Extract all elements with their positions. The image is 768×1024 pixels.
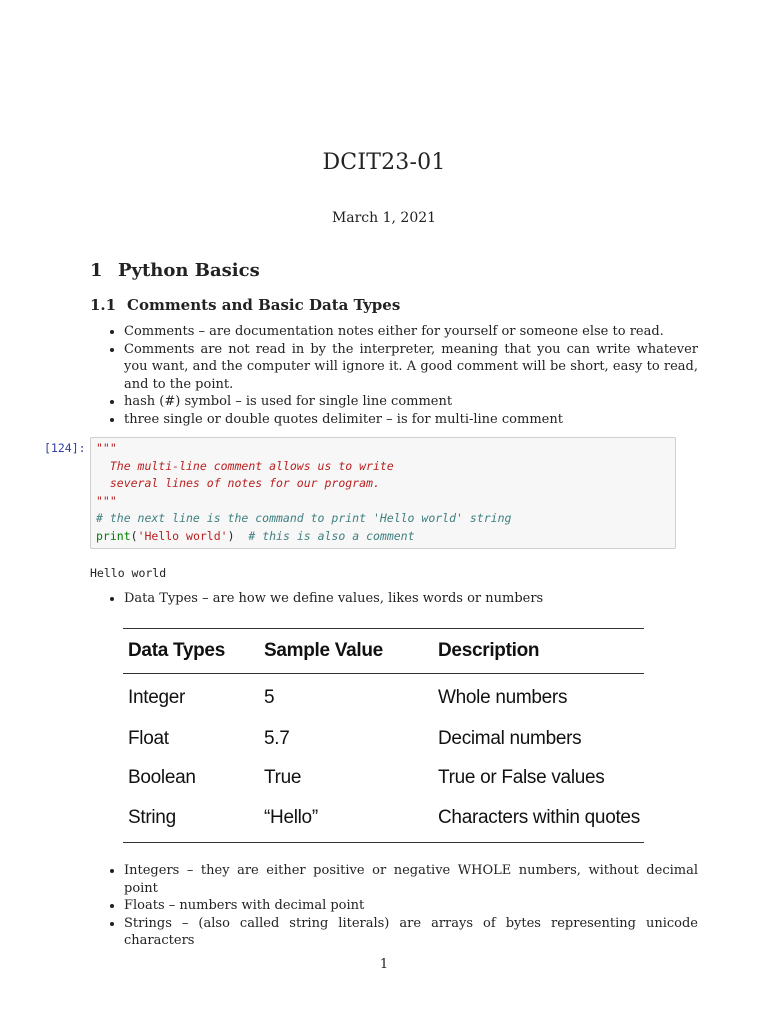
code-block: [96, 440, 670, 546]
code-string: 'Hello world': [137, 528, 228, 543]
list-item: • Comments – are documentation notes either for yourself or someone else to read.: [124, 323, 698, 341]
table-cell: Decimal numbers: [438, 727, 582, 749]
comments-bullet-list: [106, 323, 698, 428]
subsection-number: 1.1: [90, 296, 117, 314]
section-heading: [90, 260, 260, 281]
table-header: Description: [438, 640, 540, 661]
table-row: [123, 674, 644, 720]
code-cell[interactable]: [90, 437, 676, 549]
list-item: • three single or double quotes delimiter – is for multi-line comment: [124, 411, 698, 429]
table-header-row: [123, 629, 644, 674]
code-paren: (: [130, 528, 138, 543]
table-row: [123, 719, 644, 758]
data-types-table: [123, 628, 644, 843]
list-item: • hash (#) symbol – is used for single line comment: [124, 393, 698, 411]
list-item: • Data Types – are how we define values, likes words or numbers: [124, 590, 698, 608]
code-cell-prompt: [124]:: [44, 441, 86, 455]
code-output: Hello world: [90, 566, 167, 580]
table-cell: Characters within quotes: [438, 807, 640, 828]
code-line: # the next line is the command to print 'Hello world' string: [96, 511, 512, 526]
table-cell: Whole numbers: [438, 687, 568, 708]
table-cell: True or False values: [438, 766, 605, 788]
number-types-bullet-list: [106, 862, 698, 950]
datatypes-bullet-list: [106, 590, 698, 608]
section-title: Python Basics: [118, 260, 260, 281]
list-item: • Strings – (also called string literals) are arrays of bytes representing unicode characters: [124, 915, 698, 950]
section-number: 1: [90, 260, 103, 281]
subsection-title: Comments and Basic Data Types: [127, 296, 401, 314]
table-cell: 5.7: [264, 727, 290, 749]
table-cell: Boolean: [128, 766, 196, 788]
table-header: Sample Value: [264, 640, 383, 661]
list-item: • Integers – they are either positive or negative WHOLE numbers, without decimal point: [124, 862, 698, 897]
code-line: The multi-line comment allows us to write: [96, 458, 394, 473]
page-number: 1: [379, 957, 389, 972]
table-row: [123, 797, 644, 843]
code-builtin: print: [96, 528, 131, 543]
code-line: several lines of notes for our program.: [96, 476, 380, 491]
table-row: [123, 758, 644, 797]
document-date: March 1, 2021: [331, 210, 437, 226]
code-line: """: [96, 441, 117, 455]
list-item: • Floats – numbers with decimal point: [124, 897, 698, 915]
list-item: • Comments are not read in by the interpreter, meaning that you can write whatever you want, and the computer will ignore it. A good comment will be short, easy to read, and to the point.: [124, 341, 698, 394]
table-cell: 5: [264, 687, 275, 708]
code-paren: ): [227, 528, 235, 543]
table-cell: Float: [128, 727, 169, 749]
table-cell: True: [264, 766, 302, 788]
code-comment: # this is also a comment: [234, 528, 415, 543]
table-cell: “Hello”: [264, 807, 318, 828]
table-header: Data Types: [128, 640, 225, 661]
document-title: DCIT23-01: [322, 150, 446, 175]
table-cell: Integer: [128, 687, 186, 708]
subsection-heading: [90, 296, 400, 314]
code-line: """: [96, 493, 117, 508]
table-cell: String: [128, 807, 176, 828]
